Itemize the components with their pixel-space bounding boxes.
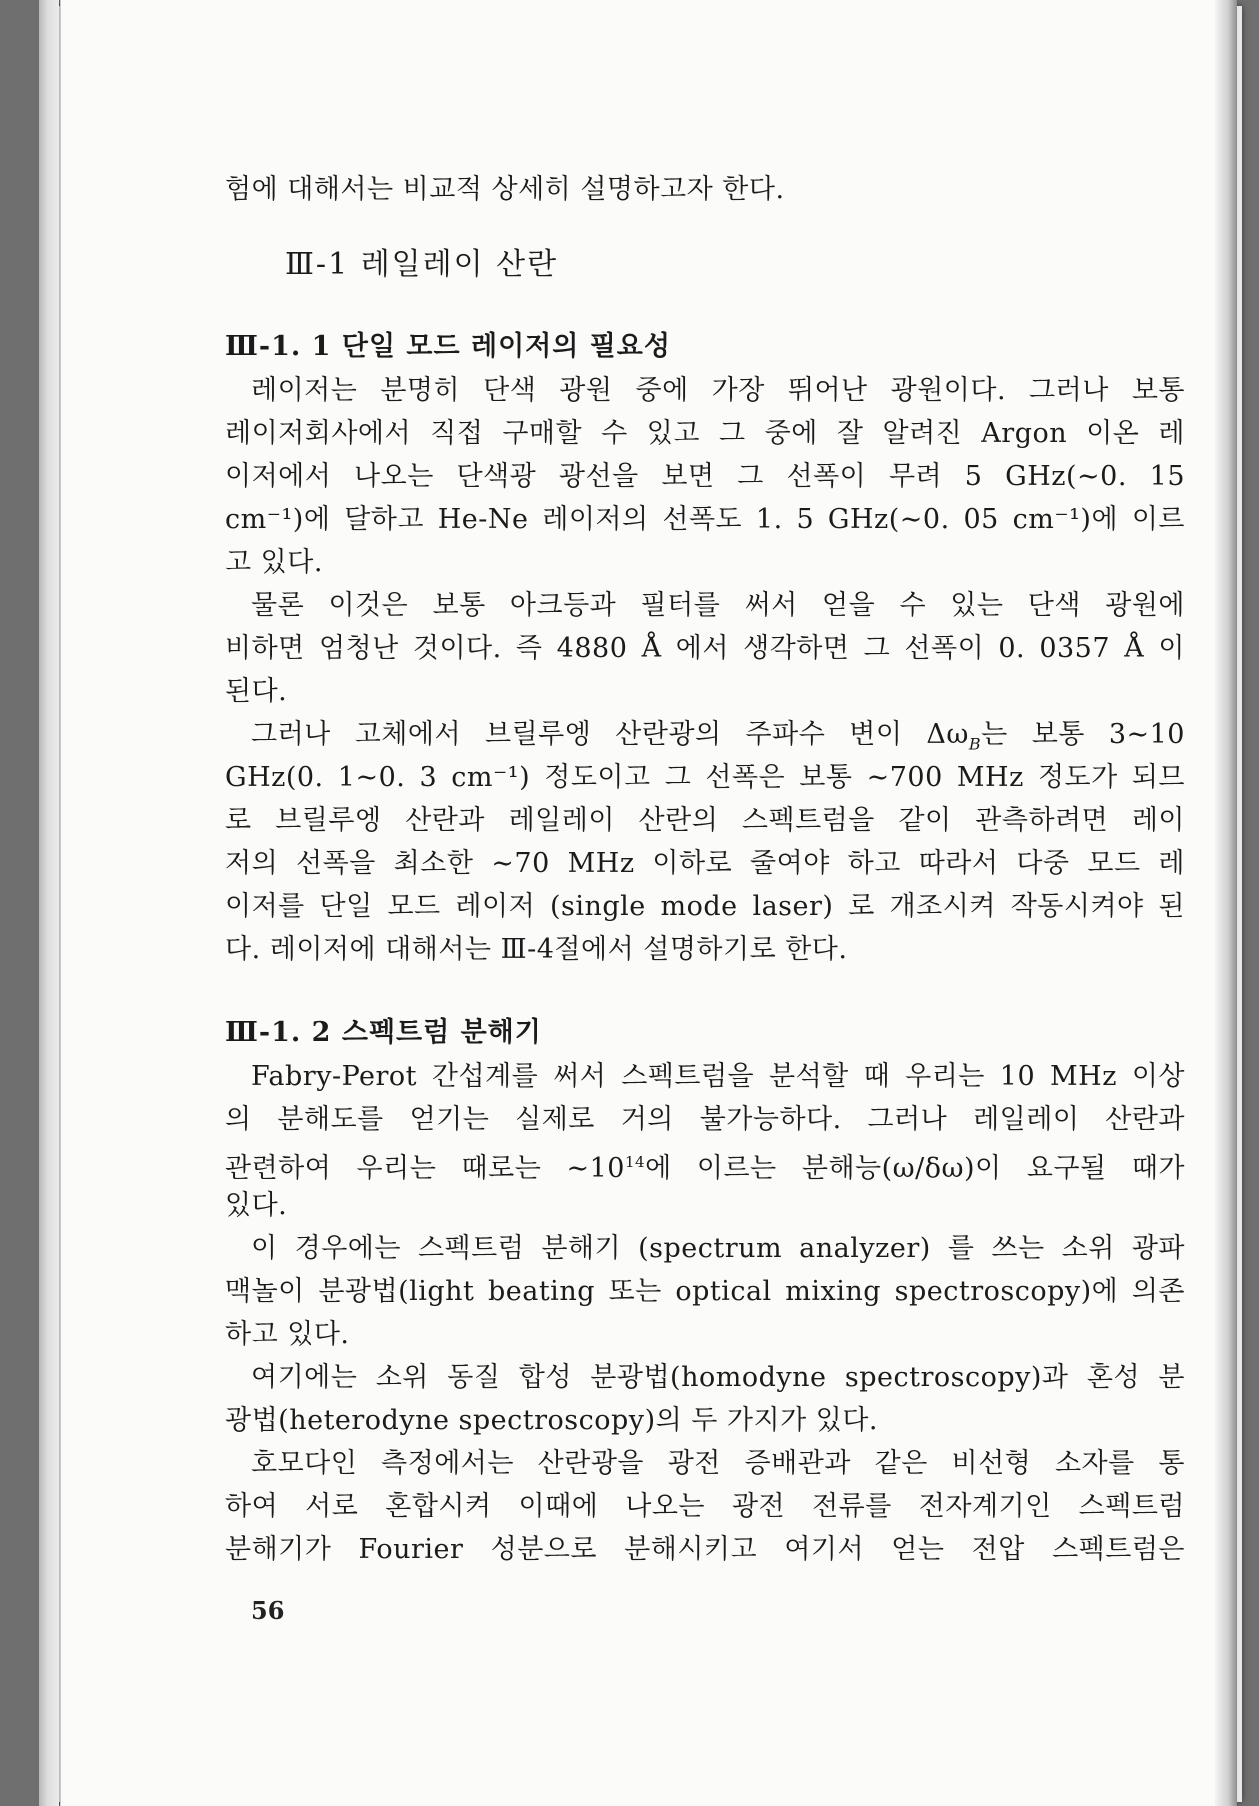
brillouin-subscript: B <box>968 734 982 754</box>
paragraph-line: 저의 선폭을 최소한 ∼70 MHz 이하로 줄여야 하고 따라서 다중 모드 레 <box>225 848 1185 879</box>
paragraph-line: 맥놀이 분광법(light beating 또는 optical mixing spectroscopy)에 의존 <box>225 1276 1185 1307</box>
paragraph-line: 레이저는 분명히 단색 광원 중에 가장 뛰어난 광원이다. 그러나 보통 <box>251 375 1185 406</box>
paragraph-line: 이저를 단일 모드 레이저 (single mode laser) 로 개조시켜 작동시켜야 된 <box>225 891 1185 922</box>
paragraph-line: Fabry-Perot 간섭계를 써서 스펙트럼을 분석할 때 우리는 10 MHz 이상 <box>251 1061 1185 1092</box>
paragraph-line: GHz(0. 1∼0. 3 cm⁻¹) 정도이고 그 선폭은 보통 ∼700 MHz 정도가 되므 <box>225 762 1185 793</box>
brillouin-text: 그러나 고체에서 브릴루엥 산란광의 주파수 변이 Δω <box>251 719 969 750</box>
paragraph-line: cm⁻¹)에 달하고 He-Ne 레이저의 선폭도 1. 5 GHz(∼0. 05 cm⁻¹)에 이르 <box>225 504 1185 535</box>
paragraph-line: 물론 이것은 보통 아크등과 필터를 써서 얻을 수 있는 단색 광원에 <box>251 590 1185 621</box>
resolution-exponent: 14 <box>624 1153 646 1171</box>
paragraph-line: 다. 레이저에 대해서는 Ⅲ-4절에서 설명하기로 한다. <box>225 934 848 965</box>
paragraph-line: 이저에서 나오는 단색광 광선을 보면 그 선폭이 무려 5 GHz(∼0. 15 <box>225 461 1185 492</box>
paragraph-line: 광법(heterodyne spectroscopy)의 두 가지가 있다. <box>225 1405 879 1436</box>
section-title: Ⅲ-1 레일레이 산란 <box>285 247 559 282</box>
resolution-text: 관련하여 우리는 때로는 ∼10 <box>225 1153 625 1184</box>
paragraph-line: 여기에는 소위 동질 합성 분광법(homodyne spectroscopy)과 혼성 분 <box>251 1362 1185 1393</box>
paragraph-line: 하고 있다. <box>225 1319 350 1350</box>
resolution-tail: 에 이르는 분해능(ω/δω)이 요구될 때가 <box>645 1153 1185 1184</box>
paragraph-line: 분해기가 Fourier 성분으로 분해시키고 여기서 얻는 전압 스펙트럼은 <box>225 1534 1185 1565</box>
paragraph-line: 된다. <box>225 676 288 707</box>
paragraph-line-resolution <box>225 1141 1185 1184</box>
document-page <box>60 0 1237 1806</box>
page-content <box>225 168 1185 1571</box>
brillouin-tail: 는 보통 3∼10 <box>981 719 1185 750</box>
paragraph-line: 레이저회사에서 직접 구매할 수 있고 그 중에 잘 알려진 Argon 이온 레 <box>225 418 1185 449</box>
page-number: 56 <box>251 1596 285 1625</box>
paragraph-line: 하여 서로 혼합시켜 이때에 나오는 광전 전류를 전자계기인 스펙트럼 <box>225 1491 1185 1522</box>
paragraph-line: 호모다인 측정에서는 산란광을 광전 증배관과 같은 비선형 소자를 통 <box>251 1448 1185 1479</box>
paragraph-line: 로 브릴루엥 산란과 레일레이 산란의 스펙트럼을 같이 관측하려면 레이 <box>225 805 1185 836</box>
paragraph-line: 있다. <box>225 1190 288 1221</box>
opening-line: 험에 대해서는 비교적 상세히 설명하고자 한다. <box>225 174 785 205</box>
subsection-2-title: Ⅲ-1. 2 스펙트럼 분해기 <box>225 1017 542 1048</box>
paragraph-line: 이 경우에는 스펙트럼 분해기 (spectrum analyzer) 를 쓰는 소위 광파 <box>251 1233 1185 1264</box>
paragraph-line: 고 있다. <box>225 547 323 578</box>
paragraph-line: 의 분해도를 얻기는 실제로 거의 불가능하다. 그러나 레일레이 산란과 <box>225 1104 1185 1135</box>
paragraph-line: 비하면 엄청난 것이다. 즉 4880 Å 에서 생각하면 그 선폭이 0. 0357 Å 이 <box>225 633 1185 664</box>
subsection-1-title: Ⅲ-1. 1 단일 모드 레이저의 필요성 <box>225 331 671 362</box>
paragraph-line-brillouin <box>225 713 1185 756</box>
page-edge-shadow <box>1215 0 1237 1806</box>
